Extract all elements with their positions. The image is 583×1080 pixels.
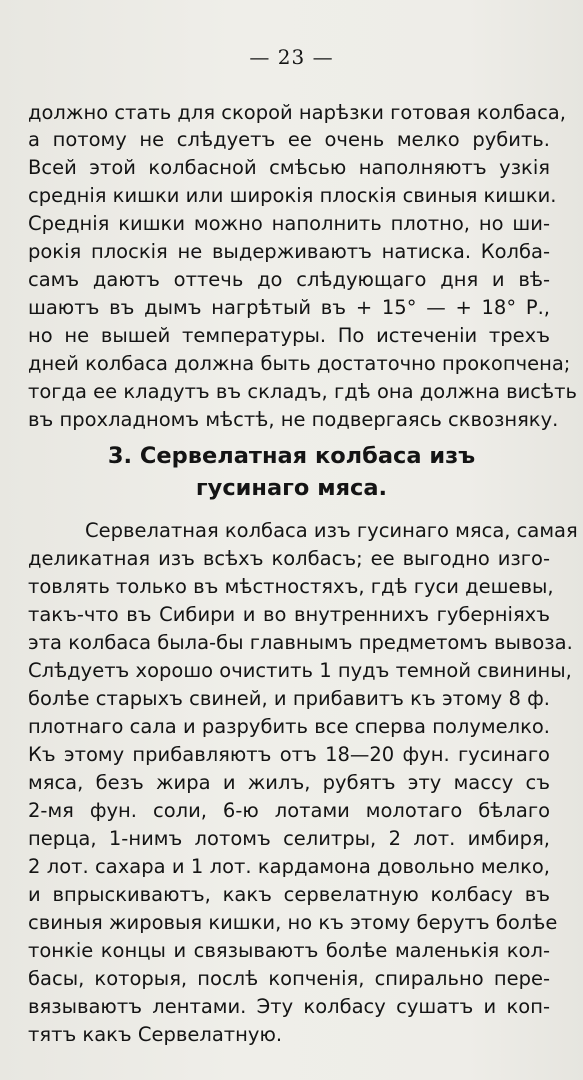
text-line: такъ-что въ Сибири и во внутреннихъ губерніяхъ bbox=[28, 603, 550, 626]
text-line: должно стать для скорой нарѣзки готовая колбаса, bbox=[28, 101, 566, 124]
text-line: и впрыскиваютъ, какъ сервелатную колбасу въ bbox=[28, 883, 550, 906]
text-line: свиныя жировыя кишки, но къ этому берутъ болѣе bbox=[28, 911, 558, 934]
text-line: а потому не слѣдуетъ ее очень мелко рубить. bbox=[28, 128, 550, 151]
text-line: тятъ какъ Сервелатную. bbox=[28, 1023, 283, 1046]
text-line: Всей этой колбасной смѣсью наполняютъ узкія bbox=[28, 156, 550, 179]
text-line: вязываютъ лентами. Эту колбасу сушатъ и коп- bbox=[28, 995, 550, 1018]
text-line: болѣе старыхъ свиней, и прибавитъ къ этому 8 ф. bbox=[28, 687, 550, 710]
text-line: рокія плоскія не выдерживаютъ натиска. Колба- bbox=[28, 240, 550, 263]
section-heading-line-2: гусинаго мяса. bbox=[195, 475, 388, 501]
text-line: тогда ее кладутъ въ складъ, гдѣ она должна висѣть bbox=[28, 380, 577, 403]
text-line: Среднія кишки можно наполнить плотно, но ши- bbox=[28, 212, 550, 235]
page-number: — 23 — bbox=[249, 45, 334, 69]
text-line: 2 лот. сахара и 1 лот. кардамона довольно мелко, bbox=[28, 855, 550, 878]
text-line: мяса, безъ жира и жилъ, рубятъ эту массу съ bbox=[28, 771, 550, 794]
text-line: плотнаго сала и разрубить все сперва полумелко. bbox=[28, 715, 550, 738]
section-heading-line-1: 3. Сервелатная колбаса изъ bbox=[107, 443, 476, 469]
text-line: товлять только въ мѣстностяхъ, гдѣ гуси дешевы, bbox=[28, 575, 554, 598]
text-line: Слѣдуетъ хорошо очистить 1 пудъ темной свинины, bbox=[28, 659, 572, 682]
text-line: дней колбаса должна быть достаточно прокопчена; bbox=[28, 352, 571, 375]
text-line: Къ этому прибавляютъ отъ 18—20 фун. гусинаго bbox=[28, 743, 550, 766]
text-line: въ прохладномъ мѣстѣ, не подвергаясь сквозняку. bbox=[28, 408, 559, 431]
text-line: эта колбаса была-бы главнымъ предметомъ вывоза. bbox=[28, 631, 573, 654]
text-line: басы, которыя, послѣ копченія, спирально пере- bbox=[28, 967, 550, 990]
text-line: тонкіе концы и связываютъ болѣе маленькія кол- bbox=[28, 939, 550, 962]
text-line: Сервелатная колбаса изъ гусинаго мяса, самая bbox=[85, 519, 578, 542]
text-line: самъ даютъ оттечь до слѣдующаго дня и вѣ- bbox=[28, 268, 550, 291]
text-line: 2-мя фун. соли, 6-ю лотами молотаго бѣлаго bbox=[28, 799, 550, 822]
text-line: но не вышей температуры. По истеченіи трехъ bbox=[28, 324, 550, 347]
text-line: перца, 1-нимъ лотомъ селитры, 2 лот. имбиря, bbox=[28, 827, 550, 850]
text-line: деликатная изъ всѣхъ колбасъ; ее выгодно изго- bbox=[28, 547, 550, 570]
text-line: шаютъ въ дымъ нагрѣтый въ + 15° — + 18° Р., bbox=[28, 296, 550, 319]
text-line: среднія кишки или широкія плоскія свиныя кишки. bbox=[28, 184, 557, 207]
